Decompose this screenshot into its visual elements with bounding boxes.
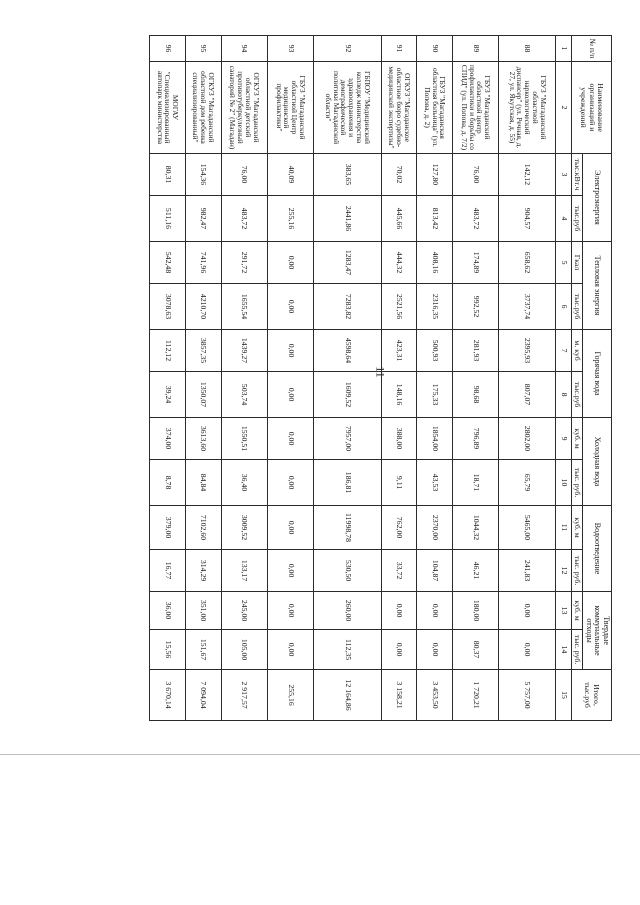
cell-value: 0,00: [267, 506, 313, 550]
cell-value: 658,62: [499, 242, 556, 284]
page-number: 11: [373, 366, 388, 378]
utilities-table: [149, 35, 612, 721]
table-row: [499, 36, 556, 721]
cell-value: 112,12: [150, 330, 186, 372]
header-unit: тыс.руб: [571, 196, 582, 242]
cell-value: 3613,60: [185, 418, 221, 460]
cell-value: 175,33: [417, 372, 453, 418]
organization-name: ГБУЗ "Магаданская областная больница" (ул. Попова, д. 2): [417, 62, 453, 154]
cell-value: 39,24: [150, 372, 186, 418]
cell-value: 982,47: [185, 196, 221, 242]
cell-value: 180,00: [453, 592, 499, 630]
header-name: Наименование организаций и учреждений: [571, 62, 611, 154]
cell-value: 408,16: [417, 242, 453, 284]
cell-value: 15,56: [150, 630, 186, 670]
cell-value: 0,00: [267, 550, 313, 592]
cell-value: 0,00: [267, 284, 313, 330]
cell-value: 7102,60: [185, 506, 221, 550]
cell-value: 0,00: [267, 242, 313, 284]
cell-value: 1044,32: [453, 506, 499, 550]
cell-value: 174,89: [453, 242, 499, 284]
header-unit: тыс.руб: [571, 284, 582, 330]
cell-value: 530,50: [314, 550, 381, 592]
cell-value: 2521,56: [381, 284, 417, 330]
cell-value: 76,00: [453, 154, 499, 196]
header-row-groups: [583, 36, 612, 721]
cell-value: 241,83: [499, 550, 556, 592]
column-number: 8: [556, 372, 572, 418]
cell-value: 796,89: [453, 418, 499, 460]
cell-value: 255,16: [267, 196, 313, 242]
cell-value: 281,93: [453, 330, 499, 372]
cell-value: 7283,82: [314, 284, 381, 330]
column-number: 11: [556, 506, 572, 550]
cell-value: 511,16: [150, 196, 186, 242]
cell-value: 3737,74: [499, 284, 556, 330]
table-row: [221, 36, 267, 721]
header-cold-water: Холодная вода: [583, 418, 612, 506]
cell-value: 36,00: [150, 592, 186, 630]
cell-value: 11998,78: [314, 506, 381, 550]
cell-value: 7957,00: [314, 418, 381, 460]
cell-value: 314,29: [185, 550, 221, 592]
cell-value: 5465,00: [499, 506, 556, 550]
column-number-row: [556, 36, 572, 721]
cell-value: 3 453,50: [417, 670, 453, 721]
cell-value: 762,00: [381, 506, 417, 550]
table-row: [314, 36, 381, 721]
cell-value: 0,00: [267, 592, 313, 630]
cell-value: 260,00: [314, 592, 381, 630]
organization-name: ГБУЗ "Магаданский областной наркологический диспансер" (ул. Речная, д. 27, ул. Якутская, д. 55): [499, 62, 556, 154]
cell-value: 3009,52: [221, 506, 267, 550]
cell-value: 483,72: [453, 196, 499, 242]
cell-value: 0,00: [267, 418, 313, 460]
header-unit: тыс. руб.: [571, 550, 582, 592]
column-number: 12: [556, 550, 572, 592]
cell-value: 105,00: [221, 630, 267, 670]
column-number: 10: [556, 460, 572, 506]
header-unit: тыс. руб.: [571, 630, 582, 670]
header-electricity: Электроэнергия: [583, 154, 612, 242]
row-number: 92: [314, 36, 381, 62]
cell-value: 0,00: [267, 330, 313, 372]
cell-value: 148,16: [381, 372, 417, 418]
cell-value: 245,00: [221, 592, 267, 630]
cell-value: 0,00: [381, 630, 417, 670]
cell-value: 1283,47: [314, 242, 381, 284]
organization-name: ГБПОУ "Медицинский колледж министерства здравоохранения и демографической политики Магаданской области": [314, 62, 381, 154]
cell-value: 186,81: [314, 460, 381, 506]
cell-value: 154,36: [185, 154, 221, 196]
cell-value: 0,00: [381, 592, 417, 630]
cell-value: 1655,54: [221, 284, 267, 330]
cell-value: 351,00: [185, 592, 221, 630]
cell-value: 0,00: [499, 592, 556, 630]
cell-value: 98,68: [453, 372, 499, 418]
cell-value: 65,79: [499, 460, 556, 506]
column-number: 4: [556, 196, 572, 242]
cell-value: 16,77: [150, 550, 186, 592]
cell-value: 12 164,86: [314, 670, 381, 721]
cell-value: 1609,52: [314, 372, 381, 418]
row-number: 95: [185, 36, 221, 62]
column-number: 5: [556, 242, 572, 284]
column-number: 2: [556, 62, 572, 154]
table-body: [150, 36, 572, 721]
header-unit: м. куб: [571, 330, 582, 372]
cell-value: 500,93: [417, 330, 453, 372]
cell-value: 379,00: [150, 506, 186, 550]
cell-value: 503,74: [221, 372, 267, 418]
organization-name: ГБУЗ "Магаданский областной центр профилактики и борьбы со СПИД" (ул. Попова, д. 7/2): [453, 62, 499, 154]
cell-value: 8,78: [150, 460, 186, 506]
cell-value: 7 094,04: [185, 670, 221, 721]
cell-value: 80,31: [150, 154, 186, 196]
cell-value: 0,00: [417, 592, 453, 630]
column-number: 14: [556, 630, 572, 670]
organization-name: ГБУЗ "Магаданский областной Центр медицинской профилактики": [267, 62, 313, 154]
cell-value: 104,87: [417, 550, 453, 592]
cell-value: 445,66: [381, 196, 417, 242]
cell-value: 2395,93: [499, 330, 556, 372]
header-total: Итого, тыс.руб: [571, 670, 611, 721]
cell-value: 9,11: [381, 460, 417, 506]
column-number: 9: [556, 418, 572, 460]
cell-value: 127,80: [417, 154, 453, 196]
cell-value: 2 917,57: [221, 670, 267, 721]
cell-value: 813,42: [417, 196, 453, 242]
header-heat: Тепловая энергия: [583, 242, 612, 330]
cell-value: 423,31: [381, 330, 417, 372]
cell-value: 0,00: [267, 372, 313, 418]
cell-value: 40,09: [267, 154, 313, 196]
cell-value: 142,12: [499, 154, 556, 196]
header-unit: куб. м: [571, 418, 582, 460]
cell-value: 0,00: [499, 630, 556, 670]
cell-value: 2802,00: [499, 418, 556, 460]
cell-value: 2370,00: [417, 506, 453, 550]
cell-value: 542,48: [150, 242, 186, 284]
cell-value: 483,72: [221, 196, 267, 242]
cell-value: 4210,70: [185, 284, 221, 330]
cell-value: 4598,64: [314, 330, 381, 372]
row-number: 96: [150, 36, 186, 62]
organization-name: ОГКУЗ "Магаданский областной дом ребенка специализированный": [185, 62, 221, 154]
cell-value: 5 757,00: [499, 670, 556, 721]
header-sewage: Водоотведение: [583, 506, 612, 592]
row-number: 90: [417, 36, 453, 62]
cell-value: 76,00: [221, 154, 267, 196]
column-number: 15: [556, 670, 572, 721]
column-number: 6: [556, 284, 572, 330]
cell-value: 3857,35: [185, 330, 221, 372]
cell-value: 33,72: [381, 550, 417, 592]
cell-value: 0,00: [267, 630, 313, 670]
cell-value: 0,00: [417, 630, 453, 670]
cell-value: 18,71: [453, 460, 499, 506]
cell-value: 383,65: [314, 154, 381, 196]
cell-value: 2441,86: [314, 196, 381, 242]
table-row: [185, 36, 221, 721]
cell-value: 1350,07: [185, 372, 221, 418]
row-number: 88: [499, 36, 556, 62]
cell-value: 1439,27: [221, 330, 267, 372]
cell-value: 0,00: [267, 460, 313, 506]
header-unit: тыс.кВт.ч: [571, 154, 582, 196]
rotated-table-container: [149, 35, 612, 720]
column-number: 3: [556, 154, 572, 196]
row-number: 91: [381, 36, 417, 62]
cell-value: 36,40: [221, 460, 267, 506]
row-number: 93: [267, 36, 313, 62]
cell-value: 3 670,14: [150, 670, 186, 721]
table-row: [453, 36, 499, 721]
cell-value: 84,84: [185, 460, 221, 506]
row-number: 94: [221, 36, 267, 62]
cell-value: 388,00: [381, 418, 417, 460]
cell-value: 133,17: [221, 550, 267, 592]
cell-value: 992,52: [453, 284, 499, 330]
cell-value: 291,72: [221, 242, 267, 284]
table-row: [150, 36, 186, 721]
column-number: 1: [556, 36, 572, 62]
cell-value: 151,67: [185, 630, 221, 670]
cell-value: 904,57: [499, 196, 556, 242]
cell-value: 255,16: [267, 670, 313, 721]
cell-value: 1854,00: [417, 418, 453, 460]
cell-value: 741,96: [185, 242, 221, 284]
column-number: 7: [556, 330, 572, 372]
cell-value: 1 720,21: [453, 670, 499, 721]
cell-value: 1550,51: [221, 418, 267, 460]
cell-value: 3078,63: [150, 284, 186, 330]
cell-value: 80,37: [453, 630, 499, 670]
cell-value: 444,32: [381, 242, 417, 284]
header-unit: тыс.руб: [571, 372, 582, 418]
cell-value: 2316,35: [417, 284, 453, 330]
organization-name: МОГАУ "Специализированный автопарк министерства: [150, 62, 186, 154]
header-no: № п/п: [571, 36, 611, 62]
table-row: [267, 36, 313, 721]
cell-value: 807,07: [499, 372, 556, 418]
cell-value: 46,21: [453, 550, 499, 592]
cell-value: 43,53: [417, 460, 453, 506]
header-unit: тыс. руб.: [571, 460, 582, 506]
header-unit: Гкал: [571, 242, 582, 284]
organization-name: ОГКУЗ "Магаданский областной детский противотуберкулезный санаторий № 2" (Магадан): [221, 62, 267, 154]
column-number: 13: [556, 592, 572, 630]
header-hot-water: Горячая вода: [583, 330, 612, 418]
table-row: [381, 36, 417, 721]
cell-value: 70,02: [381, 154, 417, 196]
cell-value: 3 158,21: [381, 670, 417, 721]
page-divider-line: [0, 754, 640, 755]
organization-name: ОГКУЗ "Магаданское областное бюро судебно-медицинской экспертизы": [381, 62, 417, 154]
cell-value: 374,00: [150, 418, 186, 460]
row-number: 89: [453, 36, 499, 62]
cell-value: 112,35: [314, 630, 381, 670]
header-unit: куб. м: [571, 506, 582, 550]
table-row: [417, 36, 453, 721]
header-solid-waste: Твердые коммунальные отходы: [583, 592, 612, 670]
header-unit: куб. м: [571, 592, 582, 630]
